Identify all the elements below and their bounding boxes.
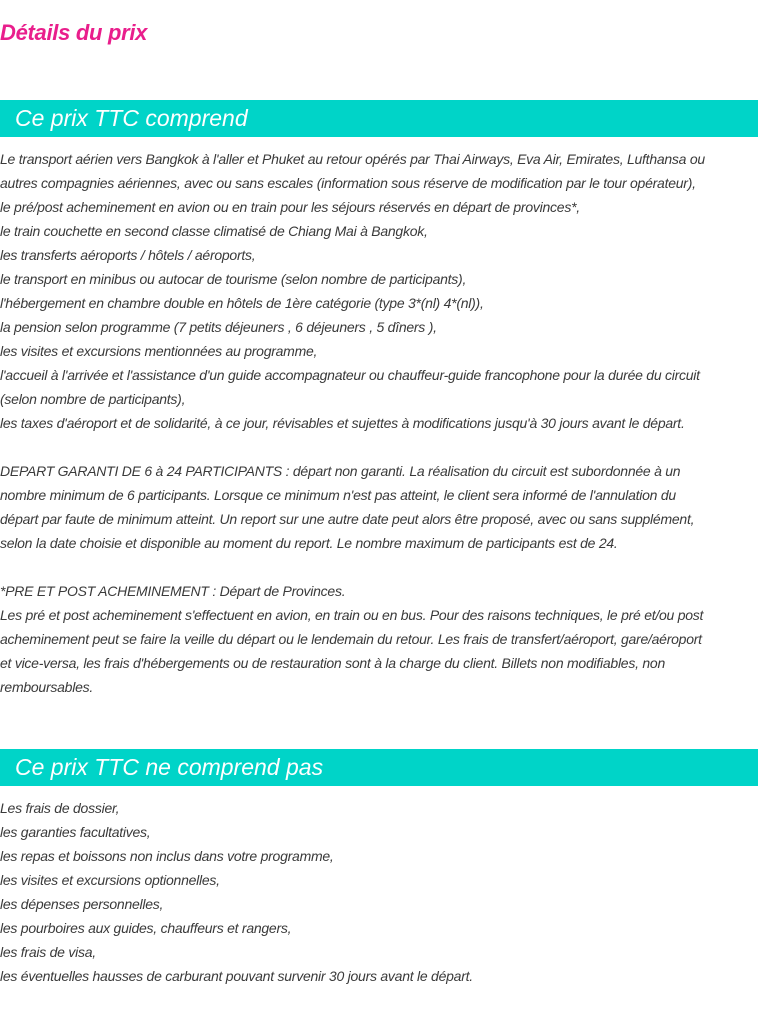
paragraph-gap — [0, 555, 756, 579]
excluded-section-heading: Ce prix TTC ne comprend pas — [0, 749, 758, 786]
note-line: selon la date choisie et disponible au moment du report. Le nombre maximum de participants est de 24. — [0, 535, 618, 551]
included-item: le transport en minibus ou autocar de tourisme (selon nombre de participants), — [0, 271, 467, 287]
included-item: le pré/post acheminement en avion ou en train pour les séjours réservés en départ de provinces*, — [0, 199, 580, 215]
included-item: les visites et excursions mentionnées au programme, — [0, 343, 318, 359]
excluded-item: Les frais de dossier, — [0, 800, 120, 816]
included-item: autres compagnies aériennes, avec ou sans escales (information sous réserve de modification par le tour opérateur), — [0, 175, 696, 191]
note-line: *PRE ET POST ACHEMINEMENT : Départ de Provinces. — [0, 583, 346, 599]
included-item: l'hébergement en chambre double en hôtels de 1ère catégorie (type 3*(nl) 4*(nl)), — [0, 295, 484, 311]
note-line: nombre minimum de 6 participants. Lorsque ce minimum n'est pas atteint, le client sera informé de l'annulation du — [0, 487, 676, 503]
note-line: départ par faute de minimum atteint. Un report sur une autre date peut alors être proposé, avec ou sans supplément, — [0, 511, 695, 527]
page-title: Détails du prix — [0, 20, 148, 45]
departure-guarantee-note — [0, 459, 756, 555]
note-line: acheminement peut se faire la veille du départ ou le lendemain du retour. Les frais de transfert/aéroport, gare/aéroport — [0, 631, 702, 647]
excluded-item: les pourboires aux guides, chauffeurs et rangers, — [0, 920, 292, 936]
excluded-item: les garanties facultatives, — [0, 824, 151, 840]
included-item: Le transport aérien vers Bangkok à l'aller et Phuket au retour opérés par Thai Airways, Eva Air, Emirates, Lufthansa ou — [0, 151, 705, 167]
included-item: l'accueil à l'arrivée et l'assistance d'un guide accompagnateur ou chauffeur-guide francophone pour la durée du circuit — [0, 367, 700, 383]
excluded-item: les éventuelles hausses de carburant pouvant survenir 30 jours avant le départ. — [0, 968, 473, 984]
excluded-item: les frais de visa, — [0, 944, 96, 960]
excluded-items-list — [0, 796, 756, 988]
included-item: les taxes d'aéroport et de solidarité, à ce jour, révisables et sujettes à modifications jusqu'à 30 jours avant le départ. — [0, 415, 685, 431]
included-item: le train couchette en second classe climatisé de Chiang Mai à Bangkok, — [0, 223, 428, 239]
excluded-item: les repas et boissons non inclus dans votre programme, — [0, 848, 334, 864]
included-item: les transferts aéroports / hôtels / aéroports, — [0, 247, 256, 263]
included-section-heading: Ce prix TTC comprend — [0, 100, 758, 137]
note-line: Les pré et post acheminement s'effectuent en avion, en train ou en bus. Pour des raisons techniques, le pré et/ou post — [0, 607, 704, 623]
excluded-section-body — [0, 796, 756, 988]
included-item: (selon nombre de participants), — [0, 391, 186, 407]
included-items-list — [0, 147, 756, 435]
note-line: DEPART GARANTI DE 6 à 24 PARTICIPANTS : départ non garanti. La réalisation du circuit est subordonnée à un — [0, 463, 681, 479]
excluded-item: les dépenses personnelles, — [0, 896, 164, 912]
note-line: remboursables. — [0, 679, 93, 695]
excluded-item: les visites et excursions optionnelles, — [0, 872, 220, 888]
paragraph-gap — [0, 435, 756, 459]
transfer-note — [0, 579, 756, 699]
included-section-body — [0, 147, 756, 699]
note-line: et vice-versa, les frais d'hébergements ou de restauration sont à la charge du client. Billets non modifiables, non — [0, 655, 665, 671]
included-item: la pension selon programme (7 petits déjeuners , 6 déjeuners , 5 dîners ), — [0, 319, 437, 335]
